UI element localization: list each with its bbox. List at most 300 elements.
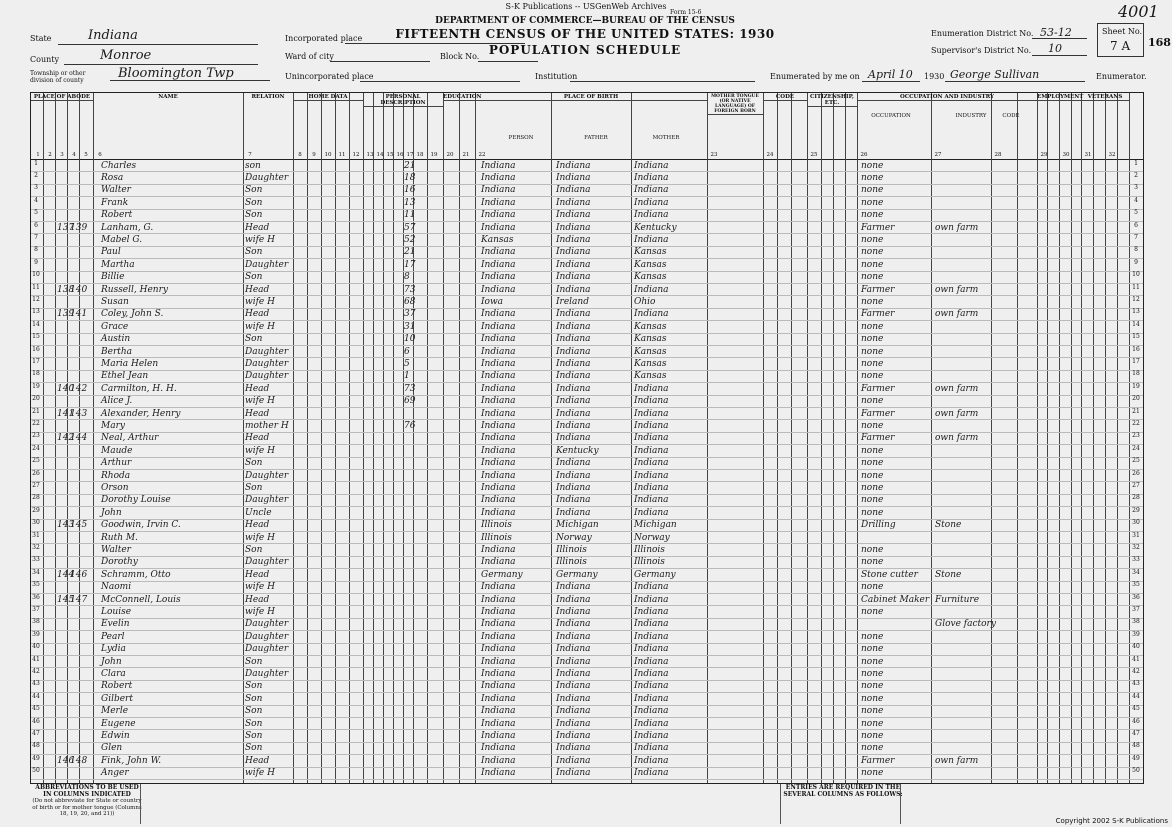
- occupation: none: [861, 706, 884, 717]
- line-number: 39: [32, 630, 40, 638]
- relation: Daughter: [245, 371, 289, 382]
- birthplace: Indiana: [481, 606, 516, 617]
- occupation: Farmer: [861, 433, 895, 444]
- occupation: none: [861, 495, 884, 506]
- code-head: CODE: [1002, 113, 1020, 119]
- occupation: none: [861, 730, 884, 741]
- age: 68: [404, 296, 416, 307]
- relation: Head: [245, 309, 270, 320]
- birthplace: Indiana: [481, 408, 516, 419]
- person-name: Orson: [101, 482, 129, 493]
- line-number: 9: [34, 258, 38, 266]
- ed-label: Enumeration District No.: [931, 29, 1034, 38]
- group-employment: EMPLOYMENT: [1037, 94, 1084, 100]
- group-home-data: HOME DATA: [293, 94, 363, 101]
- occupation: none: [861, 470, 884, 481]
- line-number: 44: [32, 692, 40, 700]
- occupation: none: [861, 644, 884, 655]
- mother-birthplace: Indiana: [634, 172, 669, 183]
- line-number-right: 47: [1132, 729, 1140, 737]
- column-number: 3: [60, 152, 64, 158]
- father-birthplace: Indiana: [556, 644, 591, 655]
- father-birthplace: Indiana: [556, 247, 591, 258]
- father-birthplace: Indiana: [556, 222, 591, 233]
- column-number: 28: [994, 152, 1002, 158]
- birthplace: Indiana: [481, 644, 516, 655]
- mother-birthplace: Indiana: [634, 644, 669, 655]
- mother-birthplace: Ohio: [634, 296, 656, 307]
- birthplace: Indiana: [481, 284, 516, 295]
- birthplace: Indiana: [481, 668, 516, 679]
- father-birthplace: Indiana: [556, 458, 591, 469]
- occupation: Farmer: [861, 408, 895, 419]
- occupation: none: [861, 247, 884, 258]
- father-birthplace: Indiana: [556, 594, 591, 605]
- person-name: John: [101, 507, 122, 518]
- mother-birthplace: Germany: [634, 569, 676, 580]
- relation: Daughter: [245, 619, 289, 630]
- birthplace: Indiana: [481, 458, 516, 469]
- birthplace: Indiana: [481, 656, 516, 667]
- father-birthplace: Indiana: [556, 582, 591, 593]
- line-number-right: 3: [1134, 184, 1138, 192]
- line-number: 6: [34, 221, 38, 229]
- father-birthplace: Indiana: [556, 631, 591, 642]
- birthplace: Indiana: [481, 358, 516, 369]
- father-birthplace: Indiana: [556, 433, 591, 444]
- township-label: Township or other division of county: [30, 70, 86, 84]
- relation: Head: [245, 284, 270, 295]
- line-number-right: 19: [1132, 382, 1140, 390]
- person-name: Alexander, Henry: [101, 408, 181, 419]
- birthplace: Indiana: [481, 197, 516, 208]
- line-number: 14: [32, 320, 40, 328]
- occupation: none: [861, 606, 884, 617]
- relation: wife H: [245, 606, 275, 617]
- enumerated-date: April 10: [868, 68, 913, 81]
- column-number: 26: [860, 152, 868, 158]
- birthplace: Indiana: [481, 495, 516, 506]
- birthplace: Illinois: [481, 532, 512, 543]
- schedule-title: POPULATION SCHEDULE: [488, 43, 682, 57]
- father-birthplace: Indiana: [556, 768, 591, 779]
- occupation: none: [861, 346, 884, 357]
- mother-birthplace: Kansas: [634, 371, 667, 382]
- birthplace: Indiana: [481, 631, 516, 642]
- birthplace: Indiana: [481, 309, 516, 320]
- mother-birthplace: Kansas: [634, 358, 667, 369]
- mother-birthplace: Kentucky: [634, 222, 677, 233]
- mother-birthplace: Kansas: [634, 321, 667, 332]
- occupation: none: [861, 185, 884, 196]
- line-number: 24: [32, 444, 40, 452]
- line-number: 16: [32, 345, 40, 353]
- column-headers: [31, 93, 1143, 160]
- line-number-right: 18: [1132, 370, 1140, 378]
- line-number: 10: [32, 271, 40, 279]
- line-number-right: 36: [1132, 593, 1140, 601]
- relation: Head: [245, 569, 270, 580]
- father-birthplace: Indiana: [556, 668, 591, 679]
- occupation: none: [861, 321, 884, 332]
- line-number-right: 26: [1132, 469, 1140, 477]
- line-number: 12: [32, 295, 40, 303]
- person-name: Bertha: [101, 346, 133, 357]
- birthplace: Kansas: [481, 234, 514, 245]
- age: 37: [404, 309, 416, 320]
- relation: Daughter: [245, 172, 289, 183]
- line-number: 36: [32, 593, 40, 601]
- person-name: Louise: [101, 606, 132, 617]
- mother-birthplace: Indiana: [634, 706, 669, 717]
- line-number: 50: [32, 767, 40, 775]
- age: 73: [404, 284, 416, 295]
- line-number: 47: [32, 729, 40, 737]
- occupation-head: OCCUPATION: [871, 113, 911, 119]
- line-number-right: 6: [1134, 221, 1138, 229]
- birthplace: Indiana: [481, 321, 516, 332]
- line-number: 41: [32, 655, 40, 663]
- occupation: none: [861, 197, 884, 208]
- birthplace: Indiana: [481, 160, 516, 171]
- institution-label: Institution: [535, 72, 578, 81]
- column-number: 31: [1084, 152, 1092, 158]
- line-number-right: 24: [1132, 444, 1140, 452]
- dwelling-number: 141: [57, 408, 75, 419]
- birthplace: Indiana: [481, 346, 516, 357]
- column-number: 11: [338, 152, 346, 158]
- age: 8: [404, 272, 410, 283]
- group-citizenship: CITIZENSHIP, ETC.: [807, 94, 857, 107]
- line-number: 31: [32, 531, 40, 539]
- father-birthplace: Germany: [556, 569, 598, 580]
- copyright: Copyright 2002 S-K Publications: [1055, 817, 1168, 825]
- occupation: none: [861, 259, 884, 270]
- family-number: 145: [70, 520, 88, 531]
- person-name: Eugene: [101, 718, 136, 729]
- age: 5: [404, 358, 410, 369]
- person-name: Charles: [101, 160, 137, 171]
- age: 76: [404, 420, 416, 431]
- birthplace: Indiana: [481, 681, 516, 692]
- mother-birthplace: Indiana: [634, 234, 669, 245]
- father-birthplace: Illinois: [556, 557, 587, 568]
- dwelling-number: 140: [57, 383, 75, 394]
- line-number-right: 33: [1132, 556, 1140, 564]
- occupation: none: [861, 768, 884, 779]
- mother-birthplace: Indiana: [634, 160, 669, 171]
- line-number: 7: [34, 233, 38, 241]
- birthplace: Indiana: [481, 222, 516, 233]
- line-number-right: 22: [1132, 419, 1140, 427]
- relation: wife H: [245, 296, 275, 307]
- line-number: 42: [32, 667, 40, 675]
- person-name: Ethel Jean: [101, 371, 149, 382]
- line-number: 26: [32, 469, 40, 477]
- relation: Son: [245, 718, 263, 729]
- census-grid: [30, 92, 1144, 784]
- person-name: Lydia: [101, 644, 126, 655]
- enumerator-suffix: Enumerator.: [1096, 72, 1147, 81]
- mother-birthplace: Indiana: [634, 594, 669, 605]
- census-title: FIFTEENTH CENSUS OF THE UNITED STATES: 1930: [395, 27, 775, 41]
- column-number: 8: [298, 152, 302, 158]
- column-number: 25: [810, 152, 818, 158]
- block-label: Block No.: [440, 52, 480, 61]
- county-label: County: [30, 55, 59, 64]
- relation: Uncle: [245, 507, 272, 518]
- relation: wife H: [245, 768, 275, 779]
- birth-mother-head: MOTHER: [652, 135, 680, 141]
- father-birthplace: Indiana: [556, 396, 591, 407]
- column-number: 7: [248, 152, 252, 158]
- group-relation: RELATION: [251, 94, 285, 100]
- relation: Son: [245, 743, 263, 754]
- family-number: 147: [70, 594, 88, 605]
- sd-label: Supervisor's District No.: [931, 46, 1032, 55]
- abbrev-note: (Do not abbreviate for State or country of birth or for mother tongue (Columns 18, 19, 20, and 21)): [32, 798, 142, 817]
- person-name: Lanham, G.: [101, 222, 154, 233]
- line-number-right: 46: [1132, 717, 1140, 725]
- dwelling-number: 138: [57, 284, 75, 295]
- column-number: 14: [376, 152, 384, 158]
- occupation: none: [861, 544, 884, 555]
- mother-birthplace: Indiana: [634, 495, 669, 506]
- line-number: 1: [34, 159, 38, 167]
- birthplace: Indiana: [481, 259, 516, 270]
- person-name: Gilbert: [101, 693, 133, 704]
- occupation: Farmer: [861, 309, 895, 320]
- industry: own farm: [935, 309, 979, 320]
- family-number: 143: [70, 408, 88, 419]
- form-label: Form 15-6: [670, 9, 702, 16]
- occupation: none: [861, 371, 884, 382]
- family-number: 148: [70, 755, 88, 766]
- birthplace: Indiana: [481, 755, 516, 766]
- person-name: Grace: [101, 321, 129, 332]
- father-birthplace: Indiana: [556, 321, 591, 332]
- person-name: Alice J.: [101, 396, 133, 407]
- relation: mother H: [245, 420, 289, 431]
- line-number: 43: [32, 680, 40, 688]
- person-name: Carmilton, H. H.: [101, 383, 177, 394]
- line-number: 8: [34, 246, 38, 254]
- mother-birthplace: Indiana: [634, 681, 669, 692]
- line-number: 18: [32, 370, 40, 378]
- occupation: none: [861, 210, 884, 221]
- sheet-label: Sheet No.: [1102, 27, 1143, 36]
- mother-birthplace: Indiana: [634, 284, 669, 295]
- line-number: 25: [32, 457, 40, 465]
- family-number: 140: [70, 284, 88, 295]
- entries-required: ENTRIES ARE REQUIRED IN THE SEVERAL COLUMNS AS FOLLOWS:: [780, 784, 905, 824]
- person-name: Fink, John W.: [101, 755, 162, 766]
- line-number: 11: [32, 283, 40, 291]
- mother-birthplace: Indiana: [634, 656, 669, 667]
- father-birthplace: Indiana: [556, 681, 591, 692]
- line-number: 21: [32, 407, 40, 415]
- line-number: 3: [34, 184, 38, 192]
- column-number: 9: [312, 152, 316, 158]
- birthplace: Germany: [481, 569, 523, 580]
- occupation: Farmer: [861, 284, 895, 295]
- person-name: Merle: [101, 706, 129, 717]
- column-number: 4: [72, 152, 76, 158]
- line-number-right: 43: [1132, 680, 1140, 688]
- mother-birthplace: Indiana: [634, 185, 669, 196]
- mother-birthplace: Indiana: [634, 668, 669, 679]
- person-name: Edwin: [101, 730, 130, 741]
- person-name: Ruth M.: [101, 532, 138, 543]
- father-birthplace: Ireland: [556, 296, 589, 307]
- dwelling-number: 145: [57, 594, 75, 605]
- line-number: 5: [34, 209, 38, 217]
- occupation: Drilling: [861, 520, 896, 531]
- age: 69: [404, 396, 416, 407]
- occupation: Farmer: [861, 222, 895, 233]
- mother-birthplace: Indiana: [634, 445, 669, 456]
- mother-birthplace: Indiana: [634, 743, 669, 754]
- relation: Son: [245, 272, 263, 283]
- father-birthplace: Indiana: [556, 507, 591, 518]
- age: 18: [404, 172, 416, 183]
- mother-birthplace: Indiana: [634, 458, 669, 469]
- father-birthplace: Indiana: [556, 334, 591, 345]
- line-number-right: 44: [1132, 692, 1140, 700]
- occupation: none: [861, 656, 884, 667]
- father-birthplace: Illinois: [556, 544, 587, 555]
- occupation: Farmer: [861, 383, 895, 394]
- occupation: none: [861, 668, 884, 679]
- person-name: Walter: [101, 185, 131, 196]
- person-name: Paul: [101, 247, 121, 258]
- column-number: 6: [98, 152, 102, 158]
- relation: Son: [245, 210, 263, 221]
- age: 57: [404, 222, 416, 233]
- group-education: EDUCATION: [443, 94, 482, 100]
- person-name: Austin: [101, 334, 131, 345]
- age: 16: [404, 185, 416, 196]
- father-birthplace: Norway: [556, 532, 592, 543]
- relation: Head: [245, 755, 270, 766]
- family-number: 144: [70, 433, 88, 444]
- person-name: Maria Helen: [101, 358, 159, 369]
- person-name: Walter: [101, 544, 131, 555]
- group-personal-description: PERSONAL DESCRIPTION: [363, 94, 443, 107]
- person-name: Arthur: [101, 458, 132, 469]
- person-name: Coley, John S.: [101, 309, 164, 320]
- birthplace: Indiana: [481, 706, 516, 717]
- mother-birthplace: Kansas: [634, 247, 667, 258]
- line-number: 45: [32, 705, 40, 713]
- industry: Furniture: [935, 594, 980, 605]
- line-number-right: 50: [1132, 767, 1140, 775]
- industry: Stone: [935, 569, 962, 580]
- age: 6: [404, 346, 410, 357]
- line-number: 40: [32, 643, 40, 651]
- line-number: 4: [34, 196, 38, 204]
- relation: Son: [245, 681, 263, 692]
- group-place-of-abode: PLACE OF ABODE: [31, 94, 93, 101]
- person-name: John: [101, 656, 122, 667]
- person-name: Neal, Arthur: [101, 433, 159, 444]
- township-value: Bloomington Twp: [118, 66, 234, 81]
- age: 21: [404, 160, 416, 171]
- relation: Daughter: [245, 470, 289, 481]
- group-name: NAME: [158, 94, 178, 100]
- relation: wife H: [245, 234, 275, 245]
- person-name: Martha: [101, 259, 135, 270]
- line-number: 23: [32, 432, 40, 440]
- archive-banner: S-K Publications -- USGenWeb Archives: [505, 2, 667, 11]
- relation: Son: [245, 544, 263, 555]
- group-mother-tongue: MOTHER TONGUE (OR NATIVE LANGUAGE) OF FOREIGN BORN: [707, 94, 763, 115]
- column-number: 10: [324, 152, 332, 158]
- mother-birthplace: Indiana: [634, 396, 669, 407]
- person-name: Russell, Henry: [101, 284, 168, 295]
- person-name: Mabel G.: [101, 234, 143, 245]
- column-number: 30: [1062, 152, 1070, 158]
- person-name: Robert: [101, 681, 133, 692]
- column-number: 19: [430, 152, 438, 158]
- father-birthplace: Indiana: [556, 234, 591, 245]
- line-number-right: 2: [1134, 171, 1138, 179]
- column-number: 20: [446, 152, 454, 158]
- mother-birthplace: Michigan: [634, 520, 677, 531]
- relation: Daughter: [245, 495, 289, 506]
- line-number-right: 7: [1134, 233, 1138, 241]
- person-name: Maude: [101, 445, 133, 456]
- father-birthplace: Indiana: [556, 309, 591, 320]
- dwelling-number: 139: [57, 309, 75, 320]
- line-number: 28: [32, 494, 40, 502]
- state-value: Indiana: [88, 28, 138, 43]
- person-name: Frank: [101, 197, 129, 208]
- mother-birthplace: Indiana: [634, 309, 669, 320]
- table-row: [31, 543, 1143, 544]
- enumerated-year: 1930: [924, 72, 945, 81]
- line-number-right: 12: [1132, 295, 1140, 303]
- state-label: State: [30, 34, 52, 43]
- group-place-of-birth: PLACE OF BIRTH: [475, 94, 707, 101]
- mother-birthplace: Indiana: [634, 606, 669, 617]
- relation: Head: [245, 594, 270, 605]
- father-birthplace: Indiana: [556, 470, 591, 481]
- father-birthplace: Indiana: [556, 730, 591, 741]
- ward-label: Ward of city: [285, 52, 334, 61]
- person-name: Pearl: [101, 631, 125, 642]
- mother-birthplace: Indiana: [634, 582, 669, 593]
- line-number: 49: [32, 754, 40, 762]
- enumerated-label: Enumerated by me on: [770, 72, 860, 81]
- birthplace: Indiana: [481, 185, 516, 196]
- line-number-right: 42: [1132, 667, 1140, 675]
- father-birthplace: Indiana: [556, 619, 591, 630]
- line-number-right: 35: [1132, 581, 1140, 589]
- line-number-right: 23: [1132, 432, 1140, 440]
- birthplace: Indiana: [481, 594, 516, 605]
- occupation: none: [861, 582, 884, 593]
- industry-head: INDUSTRY: [955, 113, 987, 119]
- relation: Daughter: [245, 557, 289, 568]
- industry: own farm: [935, 383, 979, 394]
- father-birthplace: Indiana: [556, 272, 591, 283]
- column-number: 12: [352, 152, 360, 158]
- occupation: none: [861, 358, 884, 369]
- industry: own farm: [935, 408, 979, 419]
- relation: wife H: [245, 582, 275, 593]
- dwelling-number: 144: [57, 569, 75, 580]
